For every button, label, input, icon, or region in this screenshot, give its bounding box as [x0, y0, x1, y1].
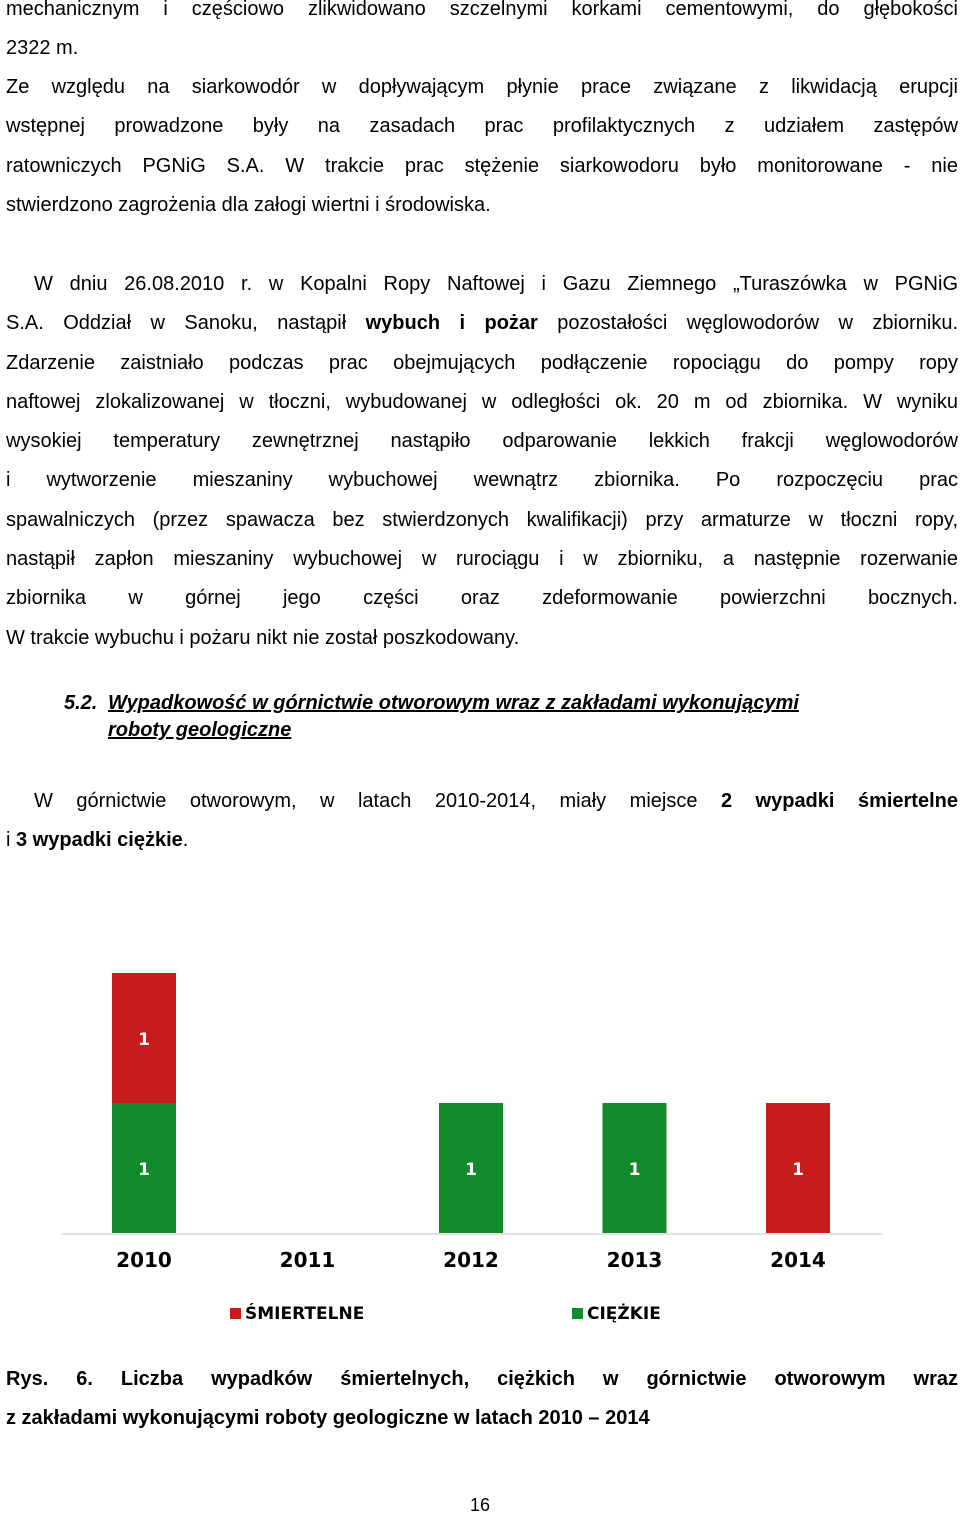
- text-line: W dniu 26.08.2010 r. w Kopalni Ropy Naftowej i Gazu Ziemnego „Turaszówka w PGNiG: [34, 273, 958, 295]
- legend-swatch-fatal: [230, 1308, 241, 1319]
- text-line: [6, 304, 958, 343]
- text-line: wstępnej prowadzone były na zasadach prac profilaktycznych z udziałem zastępów: [6, 115, 958, 138]
- text-fragment: .: [182, 829, 189, 852]
- figure-caption: [6, 1360, 958, 1439]
- text-fragment: S.A. Oddział w Sanoku, nastąpił: [6, 312, 366, 335]
- text-fragment: W górnictwie otworowym, w latach 2010-2014, miały miejsce: [34, 790, 721, 812]
- section-number: 5.2.: [64, 692, 98, 714]
- text-line: 2322 m.: [6, 37, 79, 60]
- accidents-bar-chart: [0, 955, 960, 1335]
- hydrogen-sulfide-paragraph: [6, 68, 958, 225]
- legend-label-fatal: ŚMIERTELNE: [245, 1304, 365, 1324]
- text-line: naftowej zlokalizowanej w tłoczni, wybudowanej w odległości ok. 20 m od zbiornika. W wyniku: [6, 390, 958, 413]
- caption-line-1: Rys. 6. Liczba wypadków śmiertelnych, ciężkich w górnictwie otworowym wraz: [6, 1368, 958, 1390]
- serious-accidents-count: 3 wypadki ciężkie: [16, 829, 183, 852]
- text-line: [6, 782, 958, 821]
- text-line: Zdarzenie zaistniało podczas prac obejmujących podłączenie ropociągu do pompy ropy: [6, 351, 958, 374]
- data-label-fatal-2010: 1: [138, 1030, 150, 1050]
- fatal-accidents-count: 2 wypadki śmiertelne: [720, 790, 958, 812]
- x-tick-label-2012: 2012: [443, 1248, 499, 1272]
- section-title-line-2: roboty geologiczne: [108, 719, 292, 741]
- emphasis-text: wybuch i pożar: [365, 312, 538, 335]
- text-fragment: pozostałości węglowodorów w zbiorniku.: [537, 312, 959, 335]
- explosion-paragraph: [6, 265, 958, 658]
- intro-paragraph: [6, 0, 958, 69]
- legend-swatch-serious: [572, 1308, 583, 1319]
- caption-line-2: z zakładami wykonującymi roboty geologiczne w latach 2010 – 2014: [6, 1407, 650, 1430]
- data-label-serious-2013: 1: [628, 1160, 641, 1180]
- text-line: [6, 821, 958, 860]
- accidents-chart: [0, 955, 960, 1335]
- x-tick-label-2011: 2011: [279, 1248, 336, 1272]
- summary-paragraph: [6, 782, 958, 861]
- text-line: stwierdzono zagrożenia dla załogi wiertni i środowiska.: [6, 193, 491, 216]
- x-tick-label-2010: 2010: [116, 1248, 172, 1272]
- page-number: 16: [469, 1495, 491, 1515]
- text-line: ratowniczych PGNiG S.A. W trakcie prac stężenie siarkowodoru było monitorowane - nie: [6, 154, 958, 177]
- text-line: zbiornika w górnej jego części oraz zdeformowanie powierzchni bocznych.: [6, 587, 958, 610]
- text-line: nastąpił zapłon mieszaniny wybuchowej w rurociągu i w zbiorniku, a następnie rozerwanie: [6, 548, 958, 571]
- text-line: mechanicznym i częściowo zlikwidowano szczelnymi korkami cementowymi, do głębokości: [6, 0, 958, 20]
- section-title-line-1: Wypadkowość w górnictwie otworowym wraz z zakładami wykonującymi: [108, 692, 799, 714]
- section-heading: [64, 690, 944, 744]
- x-tick-label-2013: 2013: [606, 1248, 663, 1272]
- text-line: W trakcie wybuchu i pożaru nikt nie został poszkodowany.: [6, 626, 520, 649]
- text-line: Ze względu na siarkowodór w dopływającym płynie prace związane z likwidacją erupcji: [6, 76, 958, 98]
- text-line: wysokiej temperatury zewnętrznej nastąpiło odparowanie lekkich frakcji węglowodorów: [6, 430, 958, 453]
- text-fragment: i: [6, 829, 16, 852]
- data-label-fatal-2014: 1: [792, 1160, 804, 1180]
- legend-label-serious: CIĘŻKIE: [587, 1304, 661, 1324]
- text-line: i wytworzenie mieszaniny wybuchowej wewnątrz zbiornika. Po rozpoczęciu prac: [6, 469, 958, 492]
- x-tick-label-2014: 2014: [770, 1248, 826, 1272]
- data-label-serious-2012: 1: [465, 1160, 477, 1180]
- data-label-serious-2010: 1: [138, 1160, 150, 1180]
- text-line: spawalniczych (przez spawacza bez stwierdzonych kwalifikacji) przy armaturze w tłoczni ropy,: [6, 508, 958, 531]
